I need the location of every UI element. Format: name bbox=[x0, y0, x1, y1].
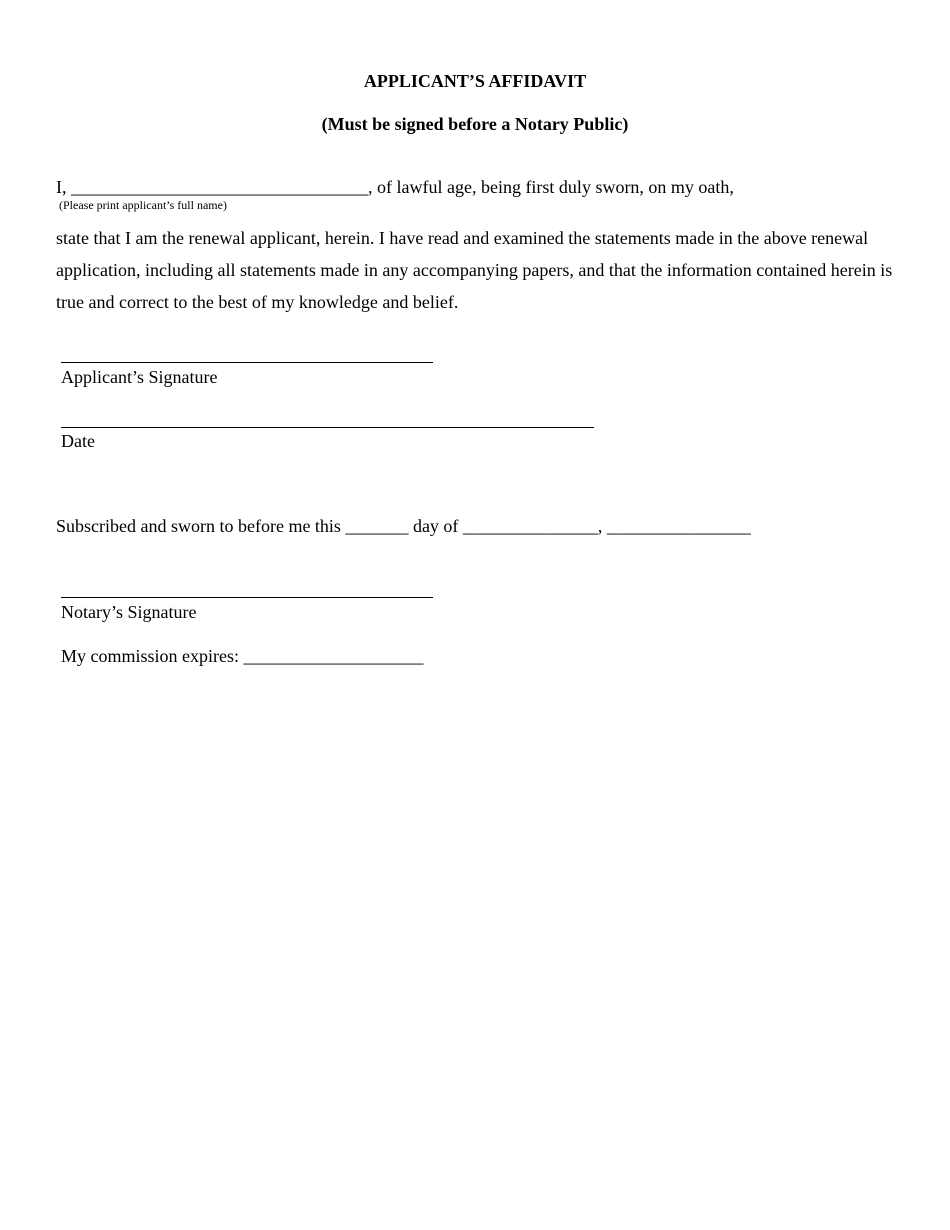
sworn-statement-line: Subscribed and sworn to before me this _______ day of _______________, ________________ bbox=[56, 516, 751, 536]
commission-expires-line: My commission expires: ____________________ bbox=[61, 646, 424, 666]
notary-signature-label: Notary’s Signature bbox=[61, 602, 197, 622]
applicant-signature-label: Applicant’s Signature bbox=[61, 367, 218, 387]
notary-signature-line bbox=[61, 597, 433, 598]
document-subtitle: (Must be signed before a Notary Public) bbox=[321, 114, 629, 134]
applicant-name-hint: (Please print applicant’s full name) bbox=[59, 198, 227, 212]
applicant-signature-line bbox=[61, 362, 433, 363]
date-line bbox=[61, 427, 594, 428]
affidavit-paragraph: state that I am the renewal applicant, herein. I have read and examined the statements made in the above renewal application, including all statements made in any accompanying papers, and that the information contained herein is true and correct to the best of my knowledge and belief. bbox=[56, 228, 893, 312]
date-label: Date bbox=[61, 431, 95, 451]
oath-statement-line: I, _________________________________, of lawful age, being first duly sworn, on my oath, bbox=[56, 177, 734, 197]
document-title: APPLICANT’S AFFIDAVIT bbox=[363, 71, 587, 91]
